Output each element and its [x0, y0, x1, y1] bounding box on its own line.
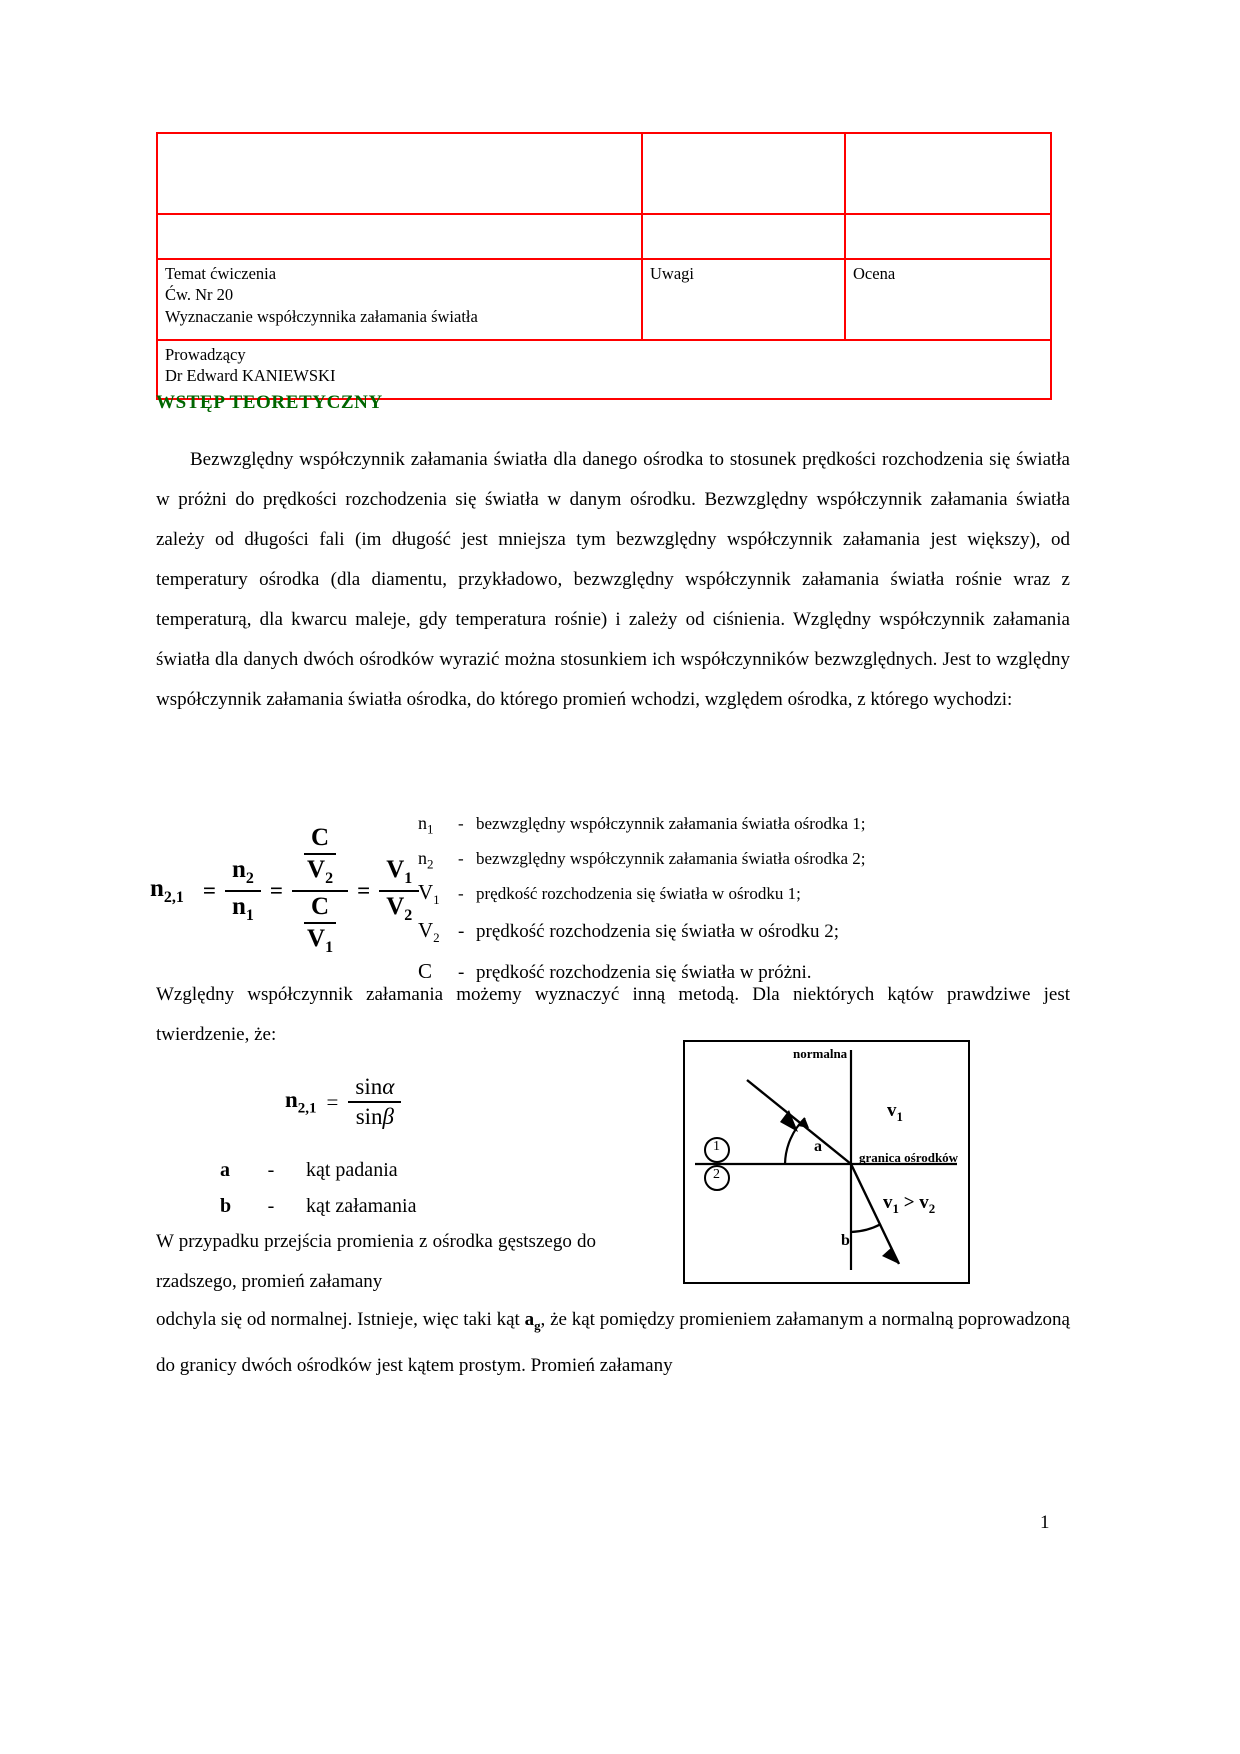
uwagi-label: Uwagi [650, 264, 694, 283]
table-row-topic [157, 259, 1051, 340]
tail-pre: odchyla się od normalnej. Istnieje, więc taki kąt [156, 1309, 525, 1330]
angle-dash: - [267, 1195, 275, 1217]
angle-b-label: b [841, 1232, 850, 1249]
angle-text: kąt załamania [306, 1195, 417, 1217]
refraction-diagram [683, 1040, 970, 1284]
equals-sign-1: = [202, 878, 217, 904]
paragraph-wrap [156, 1222, 596, 1302]
paragraph-method-text: Względny współczynnik załamania możemy wyznaczyć inną metodą. Dla niektórych kątów prawdziwe jest twierdzenie, że: [156, 984, 1070, 1045]
angle-symbol: a [220, 1159, 230, 1181]
fraction-denominator: $V_2$ [307, 856, 334, 888]
equation-lhs [150, 875, 184, 907]
fraction-numerator: sinα [348, 1075, 401, 1103]
cell-blank-b2 [642, 214, 845, 259]
medium-1-label: 1 [713, 1139, 720, 1154]
legend-symbol: $n_2$ [418, 847, 434, 872]
topic-label: Temat ćwiczenia [165, 264, 277, 283]
fraction-numerator: $n_2$ [225, 857, 261, 892]
angle-dash: - [267, 1159, 275, 1181]
table-row [157, 214, 1051, 259]
equals-sign-3: = [357, 878, 371, 904]
table-row [157, 133, 1051, 214]
cell-leader [157, 340, 1051, 399]
angle-b-arc [851, 1224, 881, 1232]
paragraph-tail [156, 1300, 1070, 1386]
legend-item [418, 914, 865, 954]
cell-ocena [845, 259, 1051, 340]
legend-text: bezwzględny współczynnik załamania światła ośrodka 1; [476, 814, 866, 833]
cell-blank-a1 [157, 133, 642, 214]
angle-definitions [220, 1152, 417, 1224]
fraction-denominator: $V_1$ [307, 925, 334, 957]
equation-n21 [150, 825, 419, 957]
legend-text: prędkość rozchodzenia się światła w ośrodku 2; [476, 921, 840, 943]
cell-uwagi [642, 259, 845, 340]
formula-block-refraction [150, 795, 1070, 983]
angle-definition-item [220, 1188, 417, 1224]
compound-denominator [292, 892, 348, 957]
angle-a-label: a [814, 1138, 822, 1155]
incident-ray [747, 1080, 851, 1164]
fraction-numerator: C [304, 825, 336, 855]
equals-sign-2: = [269, 878, 284, 904]
exercise-title: Wyznaczanie współczynnika załamania światła [165, 306, 478, 326]
legend-item [418, 809, 865, 844]
formula-snell-ratio [285, 1075, 401, 1129]
legend-text: prędkość rozchodzenia się światła w ośrodku 1; [476, 884, 801, 904]
cell-topic [157, 259, 642, 340]
compound-numerator [292, 825, 348, 892]
normal-label: normalna [793, 1046, 848, 1061]
formula2-equals: = [326, 1089, 339, 1114]
fraction-denominator: $V_2$ [386, 893, 413, 925]
leader-label: Prowadzący [165, 345, 246, 364]
fraction-c-over-v2 [300, 825, 340, 888]
paragraph-tail-text [156, 1300, 1070, 1386]
legend-dash: - [458, 814, 464, 833]
paragraph-intro [156, 440, 1070, 720]
legend-dash: - [458, 961, 465, 983]
legend-symbol: $n_1$ [418, 813, 434, 837]
legend-symbol: C [418, 958, 433, 983]
cell-blank-c2 [845, 214, 1051, 259]
legend-symbol: $V_2$ [418, 918, 440, 946]
fraction-numerator: C [304, 894, 336, 924]
paragraph-wrap-text: W przypadku przejścia promienia z ośrodka gęstszego do rzadszego, promień załamany [156, 1231, 596, 1292]
tail-post: , że kąt pomiędzy promieniem załamanym a normalną poprowadzoną do granicy dwóch ośrodków jest kątem prostym. Promień załamany [156, 1309, 1070, 1376]
ocena-label: Ocena [853, 264, 896, 283]
legend-dash: - [458, 884, 464, 904]
legend-dash: - [458, 848, 464, 868]
cell-blank-b1 [642, 133, 845, 214]
fraction-v1-over-v2 [379, 857, 419, 925]
leader-name: Dr Edward KANIEWSKI [165, 366, 336, 386]
legend-item [418, 878, 865, 914]
lhs-symbol: n [150, 875, 164, 903]
critical-angle-symbol: $a_g$ [524, 1309, 541, 1333]
velocity-comparison: $v_1 > v_2$ [883, 1192, 936, 1216]
table-row-leader [157, 340, 1051, 399]
legend-dash: - [458, 921, 465, 943]
angle-definition-item [220, 1152, 417, 1188]
fraction-c-over-v1 [300, 894, 340, 957]
fraction-compound [292, 825, 348, 957]
report-header-table [156, 132, 1052, 400]
paragraph-intro-text: Bezwzględny współczynnik załamania światła dla danego ośrodka to stosunek prędkości rozchodzenia się światła w próżni do prędkości rozchodzenia się światła w danym ośrodku. Bezwzględny współczynnik załamania światła zależy od długości fali (im długość jest mniejsza tym bezwzględny współczynnik załamania jest większy), od temperatury ośrodka (dla diamentu, przykładowo, bezwzględny współczynnik załamania światła rośnie wraz z temperaturą, dla kwarcu maleje, gdy temperatura rośnie) i zależy od ciśnienia. Względny współczynnik załamania światła dla danych dwóch ośrodków wyrazić można stosunkiem ich współczynników bezwzględnych. Jest to względny współczynnik załamania światła ośrodka, do którego promień wchodzi, względem ośrodka, z którego wychodzi: [156, 449, 1070, 710]
angle-text: kąt padania [306, 1159, 398, 1181]
refracted-ray-arrow [882, 1247, 899, 1264]
fraction-n2-over-n1 [225, 857, 261, 925]
legend-text: prędkość rozchodzenia się światła w próżni. [476, 961, 812, 983]
legend-text: bezwzględny współczynnik załamania światła ośrodka 2; [476, 848, 866, 868]
boundary-label: granica ośrodków [859, 1150, 959, 1165]
cell-blank-c1 [845, 133, 1051, 214]
angle-symbol: b [220, 1195, 232, 1217]
legend-item [418, 844, 865, 879]
page-number: 1 [1040, 1512, 1050, 1533]
formula2-lhs: $n_{2,1}$ [285, 1086, 317, 1117]
fraction-sina-over-sinb [348, 1075, 401, 1129]
fraction-denominator: sinβ [355, 1104, 394, 1130]
fraction-denominator: $n_1$ [232, 893, 254, 925]
legend-symbol: $V_1$ [418, 880, 440, 908]
exercise-number: Ćw. Nr 20 [165, 285, 234, 305]
page-title: WSTĘP TEORETYCZNY [156, 392, 383, 413]
lhs-subscript: 2,1 [163, 889, 184, 907]
v1-label-upper: $v_1$ [887, 1100, 903, 1124]
fraction-numerator: $V_1$ [379, 857, 419, 892]
medium-2-label: 2 [713, 1167, 720, 1182]
cell-blank-a2 [157, 214, 642, 259]
formula-legend [418, 809, 865, 989]
